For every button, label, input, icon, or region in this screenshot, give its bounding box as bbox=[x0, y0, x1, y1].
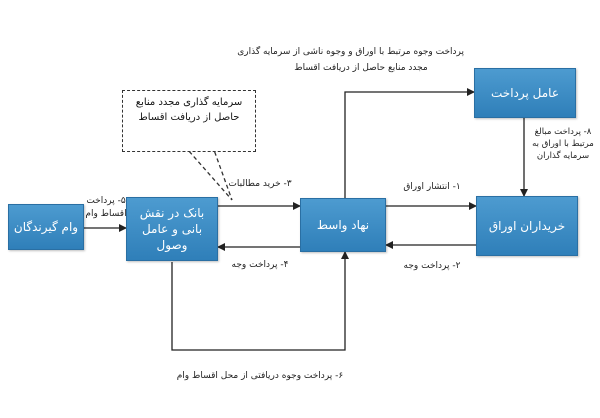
label-pay-funds-to-bank: ۴- پرداخت وجه bbox=[231, 260, 289, 270]
callout-line-2: حاصل از دریافت اقساط bbox=[138, 112, 240, 123]
node-bank bbox=[126, 197, 218, 261]
label-issue-bonds: ۱- انتشار اوراق bbox=[403, 182, 461, 192]
label-pay-collected-installments: ۶- پرداخت وجوه دریافتی از محل اقساط وام bbox=[176, 371, 344, 381]
node-investors-label: خریداران اوراق bbox=[488, 219, 566, 233]
label-pay-investors-line-1: ۸- پرداخت مبالغ bbox=[534, 127, 592, 137]
node-bank-label: بانک در نقش بانی و عامل وصول bbox=[139, 206, 205, 252]
callout-tail bbox=[188, 150, 232, 200]
node-spv bbox=[300, 198, 386, 252]
label-pay-installments-line-1: ۵- پرداخت bbox=[86, 196, 126, 206]
label-pay-installments bbox=[84, 195, 128, 221]
node-borrowers-label: وام گیرندگان bbox=[13, 220, 79, 234]
label-pay-bond-related-funds bbox=[237, 44, 464, 76]
node-investors bbox=[476, 196, 578, 256]
label-pay-bond-related-funds-line-2: مجدد منابع حاصل از دریافت اقساط bbox=[294, 63, 428, 73]
label-pay-investors-line-2: مرتبط با اوراق به bbox=[532, 139, 594, 149]
label-pay-installments-line-2: اقساط وام bbox=[85, 209, 127, 219]
label-pay-funds-to-spv: ۲- پرداخت وجه bbox=[403, 261, 461, 271]
callout-reinvest bbox=[122, 90, 256, 152]
node-spv-label: نهاد واسط bbox=[316, 218, 370, 232]
node-payment-agent bbox=[474, 68, 576, 118]
callout-line-1: سرمایه گذاری مجدد منابع bbox=[135, 97, 243, 108]
node-borrowers bbox=[8, 204, 84, 250]
label-pay-investors bbox=[528, 126, 598, 162]
label-pay-bond-related-funds-line-1: پرداخت وجوه مرتبط با اوراق و وجوه ناشی از سرمایه گذاری bbox=[237, 47, 464, 57]
node-payment-agent-label: عامل پرداخت bbox=[491, 86, 559, 100]
label-pay-investors-line-3: سرمایه گذاران bbox=[536, 151, 590, 161]
label-buy-receivables: ۳- خرید مطالبات bbox=[228, 179, 292, 189]
